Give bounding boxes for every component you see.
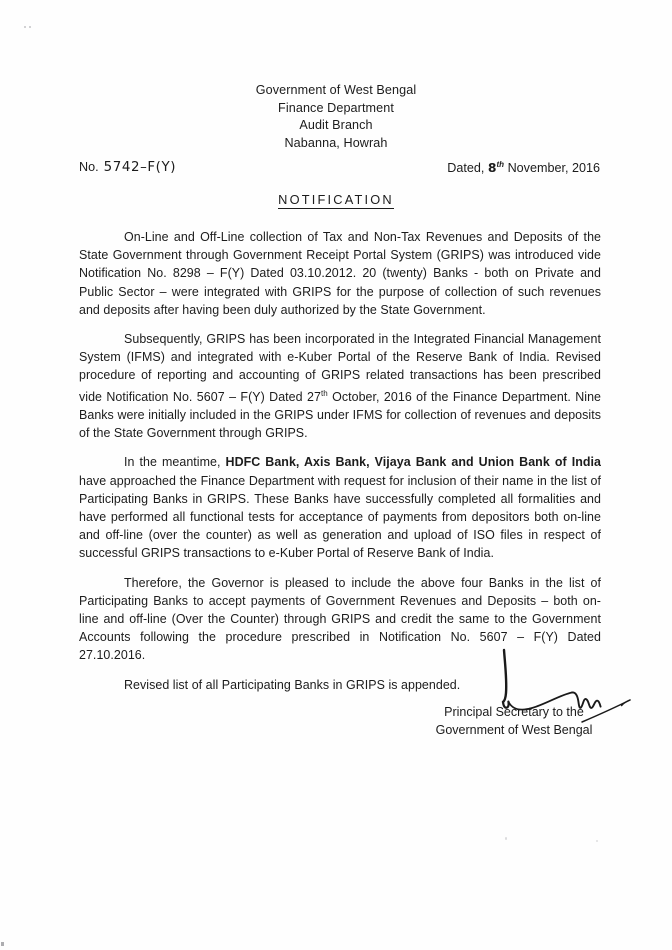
signature-caption bbox=[436, 704, 593, 739]
document-body bbox=[79, 228, 601, 705]
letterhead-line-address: Nabanna, Howrah bbox=[284, 135, 388, 150]
letterhead bbox=[0, 82, 672, 152]
scan-speck bbox=[29, 26, 31, 28]
paragraph-governor-order: Therefore, the Governor is pleased to include the above four Banks in the list of Participating Banks to accept payments of Government Revenues and Deposits – both on-line and off-line (Over the Counter) through GRIPS and credit the same to the Government Accounts following the procedure prescribed in Notification No. 5607 – F(Y) Dated 27.10.2016. bbox=[79, 575, 601, 663]
scan-speck bbox=[24, 26, 26, 28]
paragraph-ifms-integration: Subsequently, GRIPS has been incorporated in the Integrated Financial Management System (IFMS) and integrated with e-Kuber Portal of the Reserve Bank of India. Revised procedure of reporting and accounting of GRIPS related transactions has been prescribed vide Notification No. 5607 – F(Y) Dated 27th October, 2016 of the Finance Department. Nine Banks were initially included in the GRIPS under IFMS for collection of revenues and deposits of the State Government through GRIPS. bbox=[79, 332, 601, 441]
scan-speck bbox=[596, 840, 598, 842]
date-label: Dated, bbox=[447, 161, 485, 176]
page-title-text: NOTIFICATION bbox=[278, 192, 394, 207]
letterhead-line-department: Finance Department bbox=[278, 100, 394, 115]
page-title bbox=[0, 192, 672, 207]
signature-block bbox=[0, 704, 672, 739]
signature-designation-line-2: Government of West Bengal bbox=[435, 722, 593, 737]
paragraph-new-banks: In the meantime, HDFC Bank, Axis Bank, Vijaya Bank and Union Bank of India have approached the Finance Department with request for inclusion of their name in the list of Participating Banks in GRIPS. These Banks have successfully completed all formalities and have performed all functional tests for acceptance of payments from depositors both on-line and off-line (over the counter) as well as generation and upload of ISO files in respect of successful GRIPS transactions to e-Kuber Portal of Reserve Bank of India. bbox=[79, 455, 601, 561]
date-day: 8 bbox=[487, 160, 497, 176]
letterhead-line-government: Government of West Bengal bbox=[255, 83, 417, 97]
letterhead-line-branch: Audit Branch bbox=[299, 118, 373, 132]
ordinal-suffix: th bbox=[320, 388, 328, 398]
emphasised-text: HDFC Bank, Axis Bank, Vijaya Bank and Union Bank of India bbox=[225, 455, 601, 470]
date-month-year: November, 2016 bbox=[507, 161, 600, 176]
scan-speck bbox=[1, 942, 4, 946]
signature-designation-line-1: Principal Secretary to the bbox=[444, 705, 584, 719]
reference-label: No. bbox=[79, 160, 99, 174]
reference-and-date-row bbox=[79, 160, 600, 180]
reference-number-value: 5742–F(Y) bbox=[103, 160, 177, 175]
paragraph-appendix: Revised list of all Participating Banks in GRIPS is appended. bbox=[124, 677, 461, 692]
scan-speck bbox=[505, 837, 507, 840]
signature-underline-flick bbox=[580, 698, 634, 724]
paragraph-introduction: On-Line and Off-Line collection of Tax and Non-Tax Revenues and Deposits of the State Government through Government Receipt Portal System (GRIPS) was introduced vide Notification No. 8298 – F(Y) Dated 03.10.2012. 20 (twenty) Banks - both on Private and Public Sector – were integrated with GRIPS for the purpose of collection of such revenues and deposits after having been duly authorized by the State Government. bbox=[79, 230, 601, 317]
document-date bbox=[447, 160, 600, 175]
date-ordinal-suffix: th bbox=[496, 160, 505, 169]
reference-number bbox=[79, 160, 176, 175]
